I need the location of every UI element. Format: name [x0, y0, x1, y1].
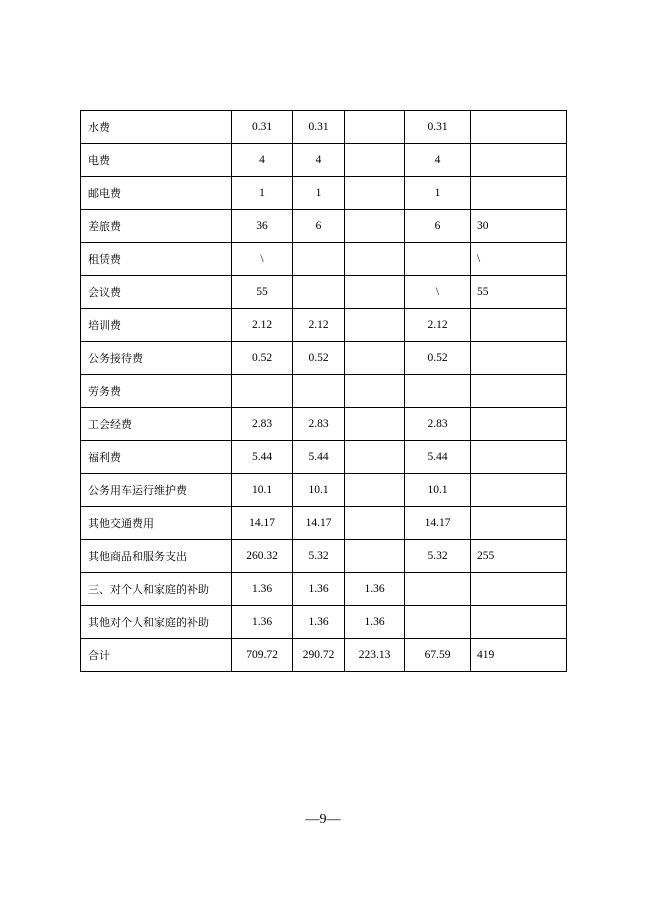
total-cell: \: [232, 243, 293, 276]
item-name-cell: 邮电费: [81, 177, 232, 210]
table-row: [81, 408, 567, 441]
basic-cell: 0.31: [293, 111, 345, 144]
total-cell: 1.36: [232, 606, 293, 639]
item-name-cell: 公务接待费: [81, 342, 232, 375]
project-cell: [471, 408, 567, 441]
personnel-cell: [345, 111, 405, 144]
item-name-cell: 租赁费: [81, 243, 232, 276]
item-name-cell: 水费: [81, 111, 232, 144]
public-cell: 5.44: [405, 441, 471, 474]
page-number: —9—: [305, 812, 341, 827]
item-name-cell: 其他商品和服务支出: [81, 540, 232, 573]
basic-cell: [293, 243, 345, 276]
item-name-cell: 培训费: [81, 309, 232, 342]
public-cell: 0.52: [405, 342, 471, 375]
table-row: [81, 144, 567, 177]
project-cell: [471, 507, 567, 540]
basic-cell: 6: [293, 210, 345, 243]
table-row: [81, 507, 567, 540]
personnel-cell: 1.36: [345, 573, 405, 606]
table-row: [81, 177, 567, 210]
basic-cell: 5.44: [293, 441, 345, 474]
item-name-cell: 劳务费: [81, 375, 232, 408]
public-cell: \: [405, 276, 471, 309]
total-cell: 709.72: [232, 639, 293, 672]
public-cell: 0.31: [405, 111, 471, 144]
table-row: [81, 375, 567, 408]
public-cell: 1: [405, 177, 471, 210]
project-cell: 30: [471, 210, 567, 243]
table-row: [81, 243, 567, 276]
table-row: [81, 540, 567, 573]
table-row: [81, 210, 567, 243]
item-name-cell: 福利费: [81, 441, 232, 474]
total-cell: 0.52: [232, 342, 293, 375]
project-cell: \: [471, 243, 567, 276]
project-cell: [471, 441, 567, 474]
personnel-cell: [345, 540, 405, 573]
total-cell: 4: [232, 144, 293, 177]
table-body: [81, 111, 567, 672]
basic-cell: 4: [293, 144, 345, 177]
total-cell: [232, 375, 293, 408]
personnel-cell: [345, 276, 405, 309]
basic-cell: 2.12: [293, 309, 345, 342]
personnel-cell: [345, 144, 405, 177]
public-cell: 67.59: [405, 639, 471, 672]
personnel-cell: 223.13: [345, 639, 405, 672]
personnel-cell: [345, 507, 405, 540]
personnel-cell: 1.36: [345, 606, 405, 639]
table-row: [81, 441, 567, 474]
budget-table: [80, 110, 567, 672]
item-name-cell: 会议费: [81, 276, 232, 309]
table-row: [81, 276, 567, 309]
public-cell: [405, 573, 471, 606]
basic-cell: [293, 375, 345, 408]
personnel-cell: [345, 309, 405, 342]
basic-cell: 1.36: [293, 606, 345, 639]
item-name-cell: 工会经费: [81, 408, 232, 441]
project-cell: 255: [471, 540, 567, 573]
public-cell: 4: [405, 144, 471, 177]
public-cell: [405, 243, 471, 276]
basic-cell: 10.1: [293, 474, 345, 507]
public-cell: 6: [405, 210, 471, 243]
project-cell: [471, 144, 567, 177]
project-cell: [471, 111, 567, 144]
item-name-cell: 差旅费: [81, 210, 232, 243]
total-cell: 5.44: [232, 441, 293, 474]
total-cell: 2.83: [232, 408, 293, 441]
personnel-cell: [345, 375, 405, 408]
table-row: [81, 573, 567, 606]
public-cell: 2.83: [405, 408, 471, 441]
table-row: [81, 639, 567, 672]
public-cell: [405, 606, 471, 639]
public-cell: 5.32: [405, 540, 471, 573]
personnel-cell: [345, 441, 405, 474]
basic-cell: 1: [293, 177, 345, 210]
project-cell: [471, 573, 567, 606]
project-cell: [471, 606, 567, 639]
total-cell: 1.36: [232, 573, 293, 606]
public-cell: 2.12: [405, 309, 471, 342]
basic-cell: 1.36: [293, 573, 345, 606]
item-name-cell: 三、对个人和家庭的补助: [81, 573, 232, 606]
project-cell: [471, 342, 567, 375]
project-cell: [471, 474, 567, 507]
public-cell: 10.1: [405, 474, 471, 507]
total-cell: 55: [232, 276, 293, 309]
total-cell: 14.17: [232, 507, 293, 540]
item-name-cell: 公务用车运行维护费: [81, 474, 232, 507]
personnel-cell: [345, 408, 405, 441]
table-row: [81, 309, 567, 342]
personnel-cell: [345, 342, 405, 375]
total-cell: 36: [232, 210, 293, 243]
personnel-cell: [345, 210, 405, 243]
project-cell: [471, 375, 567, 408]
personnel-cell: [345, 243, 405, 276]
basic-cell: 290.72: [293, 639, 345, 672]
item-name-cell: 合计: [81, 639, 232, 672]
public-cell: 14.17: [405, 507, 471, 540]
basic-cell: 14.17: [293, 507, 345, 540]
table-row: [81, 111, 567, 144]
total-cell: 2.12: [232, 309, 293, 342]
personnel-cell: [345, 177, 405, 210]
table-row: [81, 474, 567, 507]
public-cell: [405, 375, 471, 408]
project-cell: [471, 177, 567, 210]
total-cell: 1: [232, 177, 293, 210]
item-name-cell: 其他对个人和家庭的补助: [81, 606, 232, 639]
total-cell: 0.31: [232, 111, 293, 144]
basic-cell: [293, 276, 345, 309]
personnel-cell: [345, 474, 405, 507]
table-row: [81, 342, 567, 375]
basic-cell: 2.83: [293, 408, 345, 441]
basic-cell: 0.52: [293, 342, 345, 375]
total-cell: 10.1: [232, 474, 293, 507]
basic-cell: 5.32: [293, 540, 345, 573]
total-cell: 260.32: [232, 540, 293, 573]
item-name-cell: 电费: [81, 144, 232, 177]
project-cell: 55: [471, 276, 567, 309]
project-cell: 419: [471, 639, 567, 672]
item-name-cell: 其他交通费用: [81, 507, 232, 540]
project-cell: [471, 309, 567, 342]
table-row: [81, 606, 567, 639]
